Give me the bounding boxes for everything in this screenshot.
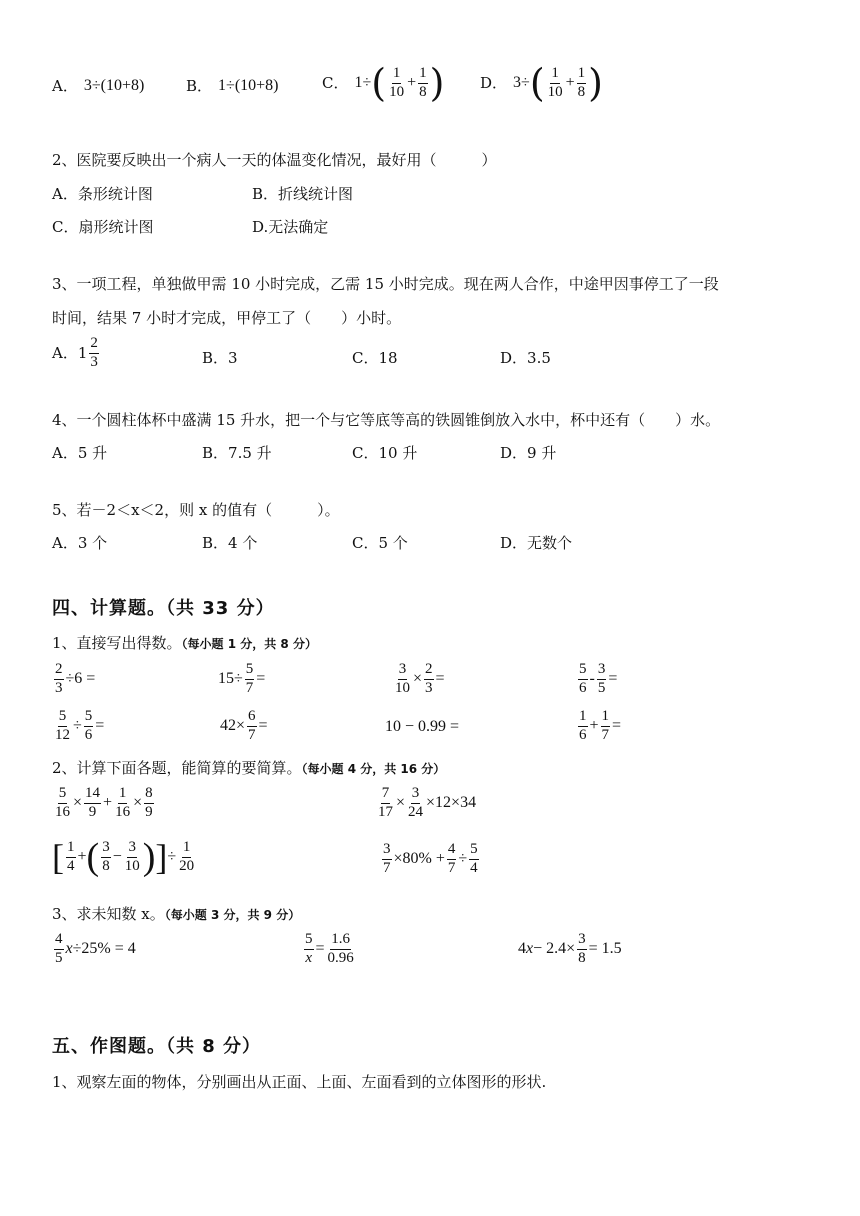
fraction: $\frac{5}{12}$ bbox=[55, 708, 70, 743]
q5-option-b: B．4 个 bbox=[202, 534, 258, 552]
operator: × bbox=[413, 670, 423, 688]
option-expression: 1÷(10+8) bbox=[218, 77, 279, 94]
q2-option-c: C．扇形统计图 bbox=[52, 218, 154, 236]
option-label: D． bbox=[480, 74, 508, 92]
equals-sign: = bbox=[612, 717, 622, 735]
simplify-1 bbox=[52, 786, 156, 821]
fraction: $\frac{1}{10}$ bbox=[389, 64, 405, 100]
left-paren: ( bbox=[529, 61, 545, 105]
option-label: A． bbox=[52, 77, 78, 95]
fraction: $\frac{5}{6}$ bbox=[579, 661, 587, 696]
right-paren: ) bbox=[142, 836, 156, 878]
operator: + bbox=[103, 794, 113, 812]
fraction: $\frac{3}{10}$ bbox=[395, 661, 410, 696]
operator: - bbox=[589, 670, 595, 688]
fraction: $\frac{3}{7}$ bbox=[383, 841, 391, 876]
q2-option-a: A．条形统计图 bbox=[52, 185, 153, 203]
fraction: $\frac{1}{8}$ bbox=[577, 64, 586, 100]
fraction: $\frac{2}{3}$ bbox=[90, 335, 98, 370]
q1-option-b bbox=[186, 76, 279, 96]
q3-option-a bbox=[52, 336, 101, 371]
fraction: $\frac{5}{6}$ bbox=[84, 708, 93, 743]
fraction: $\frac{5}{7}$ bbox=[245, 661, 254, 696]
expression-middle: − 2.4× bbox=[533, 940, 576, 958]
expression-tail: ×12×34 bbox=[426, 794, 477, 812]
part-2-title bbox=[52, 758, 445, 779]
left-paren: ( bbox=[86, 836, 100, 878]
fraction: $\frac{1.6}{0.96}$ bbox=[327, 931, 354, 966]
simplify-2 bbox=[375, 786, 476, 821]
q4-option-b: B．7.5 升 bbox=[202, 444, 272, 462]
option-label: B． bbox=[186, 77, 213, 95]
right-paren: ) bbox=[429, 61, 445, 105]
option-expression: 3÷(10+8) bbox=[83, 77, 145, 94]
right-bracket: ] bbox=[155, 837, 168, 877]
part-title-text: 1、直接写出得数。 bbox=[52, 634, 182, 652]
equation-1 bbox=[52, 932, 136, 967]
calc-1-1 bbox=[52, 662, 95, 697]
score-note: （每小题 4 分，共 16 分） bbox=[301, 762, 446, 776]
equals-sign: = bbox=[258, 717, 268, 735]
q4-option-a: A．5 升 bbox=[52, 444, 108, 462]
calc-2-4 bbox=[576, 709, 621, 744]
q5-option-a: A．3 个 bbox=[52, 534, 108, 552]
simplify-4 bbox=[380, 842, 481, 877]
fraction: $\frac{2}{3}$ bbox=[425, 661, 433, 696]
section-5-question-1: 1、观察左面的物体，分别画出从正面、上面、左面看到的立体图形的形状. bbox=[52, 1073, 547, 1091]
fraction: $\frac{3}{10}$ bbox=[124, 838, 140, 874]
fraction: $\frac{3}{8}$ bbox=[102, 838, 110, 874]
operator: + bbox=[77, 848, 87, 865]
part-title-text: 2、计算下面各题，能简算的要简算。 bbox=[52, 759, 302, 777]
calc-2-1 bbox=[52, 709, 104, 744]
q1-option-a bbox=[52, 76, 144, 96]
expression-tail: ÷6 = bbox=[65, 670, 96, 688]
fraction: $\frac{6}{7}$ bbox=[248, 708, 256, 743]
equals-sign: = bbox=[256, 670, 266, 688]
score-note: （每小题 1 分，共 8 分） bbox=[181, 637, 317, 651]
fraction: $\frac{1}{6}$ bbox=[579, 708, 587, 743]
option-expression: 3÷ bbox=[513, 74, 530, 91]
q4-option-c: C．10 升 bbox=[352, 444, 418, 462]
simplify-3 bbox=[52, 838, 197, 876]
fraction: $\frac{5}{16}$ bbox=[55, 785, 70, 820]
calc-1-3 bbox=[392, 662, 445, 697]
equals-sign: = bbox=[315, 940, 325, 958]
fraction: $\frac{4}{7}$ bbox=[447, 841, 456, 876]
q3-option-d: D．3.5 bbox=[500, 349, 551, 367]
q5-stem: 5、若－2＜x＜2，则 x 的值有（ ）。 bbox=[52, 501, 340, 519]
operator: ÷ bbox=[73, 717, 82, 735]
q3-option-b: B．3 bbox=[202, 349, 238, 367]
operator: × bbox=[133, 794, 143, 812]
operator: − bbox=[112, 848, 122, 865]
option-label: C． bbox=[322, 74, 349, 92]
left-bracket: [ bbox=[52, 837, 64, 877]
expression-tail: ÷25% = 4 bbox=[72, 940, 136, 958]
equals-sign: = bbox=[95, 717, 105, 735]
q3-option-c: C．18 bbox=[352, 349, 398, 367]
q2-stem: 2、医院要反映出一个病人一天的体温变化情况，最好用（ ） bbox=[52, 151, 497, 169]
part-title-text: 3、求未知数 x。 bbox=[52, 905, 165, 923]
operator: ÷ bbox=[458, 850, 468, 868]
expression-tail: = 1.5 bbox=[588, 940, 622, 958]
equation-2 bbox=[302, 932, 357, 967]
expression-middle: ×80% + bbox=[393, 850, 445, 868]
option-expression: 1÷ bbox=[354, 74, 372, 91]
equation-3 bbox=[518, 932, 622, 967]
fraction: $\frac{3}{24}$ bbox=[408, 785, 424, 820]
operator: + bbox=[565, 74, 575, 91]
left-paren: ( bbox=[371, 61, 387, 105]
coefficient: 4 bbox=[518, 940, 526, 958]
fraction: $\frac{7}{17}$ bbox=[378, 785, 393, 820]
q2-option-b: B．折线统计图 bbox=[252, 185, 354, 203]
part-1-title bbox=[52, 633, 317, 654]
fraction: $\frac{2}{3}$ bbox=[55, 661, 63, 696]
operator: + bbox=[407, 74, 417, 91]
fraction: $\frac{1}{16}$ bbox=[115, 785, 131, 820]
q4-option-d: D．9 升 bbox=[500, 444, 557, 462]
fraction: $\frac{14}{9}$ bbox=[85, 785, 101, 820]
expression-head: 42× bbox=[220, 717, 246, 735]
calc-2-3: 10 − 0.99 = bbox=[385, 718, 460, 735]
fraction: $\frac{5}{4}$ bbox=[470, 841, 478, 876]
operator: × bbox=[73, 794, 83, 812]
q1-option-d bbox=[480, 61, 603, 105]
operator: + bbox=[589, 717, 599, 735]
fraction: $\frac{8}{9}$ bbox=[145, 785, 153, 820]
part-3-title bbox=[52, 904, 300, 925]
q3-stem-line2: 时间，结果 7 小时才完成，甲停工了（ ）小时。 bbox=[52, 309, 402, 327]
variable: x bbox=[526, 940, 534, 958]
q4-stem: 4、一个圆柱体杯中盛满 15 升水，把一个与它等底等高的铁圆锥倒放入水中，杯中还有（ ）水。 bbox=[52, 411, 721, 429]
expression-head: 15÷ bbox=[218, 670, 243, 688]
calc-2-2 bbox=[220, 709, 268, 744]
right-paren: ) bbox=[588, 61, 603, 105]
variable: x bbox=[65, 940, 73, 958]
fraction: $\frac{3}{5}$ bbox=[597, 661, 606, 696]
option-label: A．1 bbox=[52, 344, 88, 363]
fraction: $\frac{1}{7}$ bbox=[601, 708, 610, 743]
calc-1-4 bbox=[576, 662, 617, 697]
calc-1-2 bbox=[218, 662, 265, 697]
fraction: $\frac{1}{20}$ bbox=[179, 838, 195, 874]
fraction: $\frac{1}{8}$ bbox=[419, 64, 427, 100]
operator: ÷ bbox=[167, 848, 177, 865]
operator: × bbox=[396, 794, 406, 812]
section-5-heading: 五、作图题。（共 8 分） bbox=[52, 1036, 262, 1057]
fraction: $\frac{5}{x}$ bbox=[305, 931, 313, 966]
q5-option-c: C．5 个 bbox=[352, 534, 408, 552]
section-4-heading: 四、计算题。（共 33 分） bbox=[52, 598, 275, 619]
score-note: （每小题 3 分，共 9 分） bbox=[164, 908, 301, 922]
q2-option-d: D.无法确定 bbox=[252, 218, 329, 236]
fraction: $\frac{3}{8}$ bbox=[578, 931, 586, 966]
equals-sign: = bbox=[435, 670, 445, 688]
q3-stem-line1: 3、一项工程，单独做甲需 10 小时完成，乙需 15 小时完成。现在两人合作，中途甲因事停工了一段 bbox=[52, 275, 719, 293]
equals-sign: = bbox=[608, 670, 618, 688]
q5-option-d: D．无数个 bbox=[500, 534, 573, 552]
q1-option-c bbox=[322, 61, 445, 105]
fraction: $\frac{1}{10}$ bbox=[547, 64, 563, 100]
fraction: $\frac{4}{5}$ bbox=[55, 931, 63, 966]
fraction: $\frac{1}{4}$ bbox=[67, 838, 75, 874]
